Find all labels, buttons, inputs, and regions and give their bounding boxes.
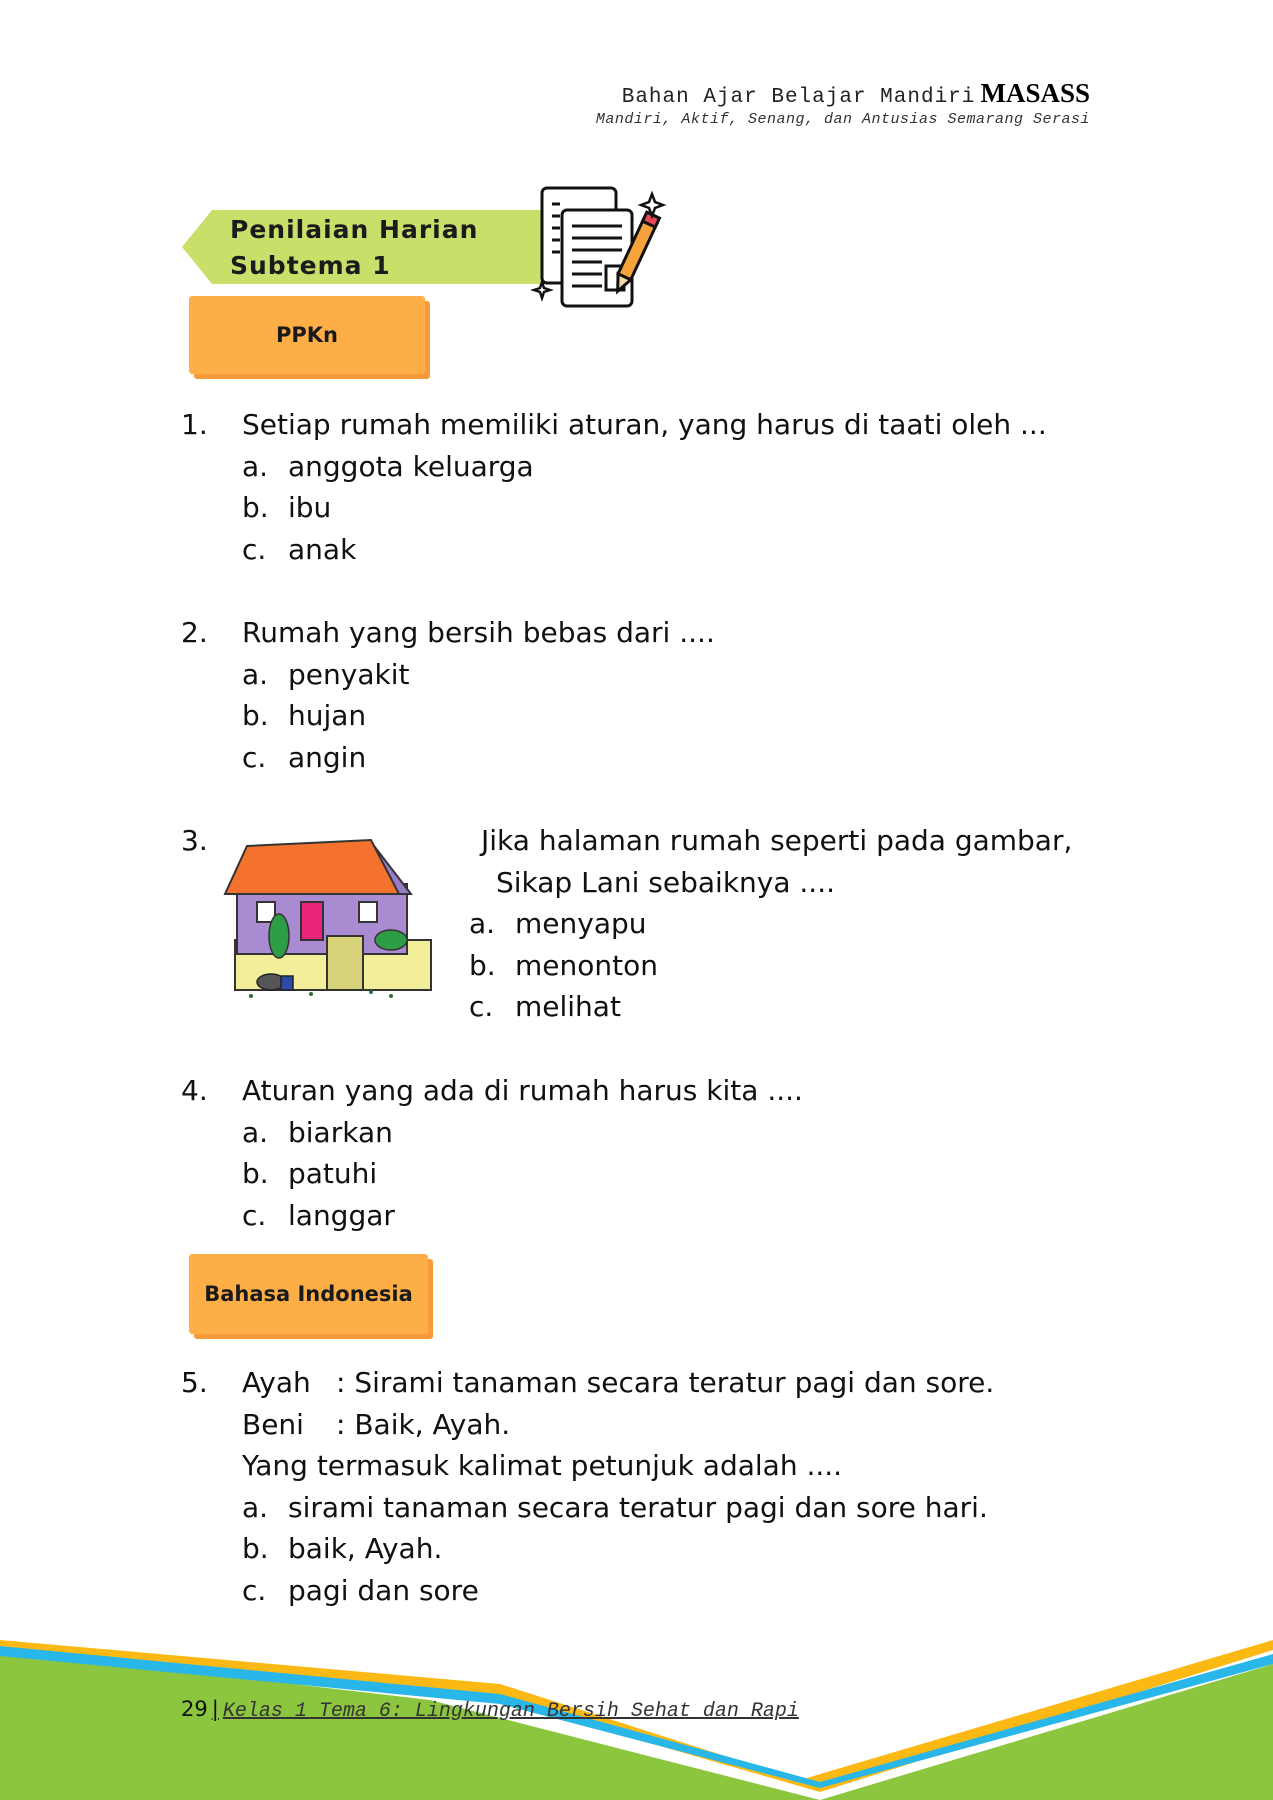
option-text: menyapu	[515, 907, 647, 940]
option-letter: b.	[242, 491, 269, 524]
header-title-line	[596, 78, 1090, 109]
option-letter: c.	[469, 990, 494, 1023]
question-number: 5.	[181, 1366, 208, 1399]
question-options	[242, 1112, 395, 1237]
option-b	[469, 945, 658, 987]
option-text: penyakit	[288, 657, 410, 691]
dialog-speaker: Ayah	[242, 1366, 311, 1399]
question-options	[242, 654, 409, 779]
question-number: 4.	[181, 1074, 208, 1107]
option-text: baik, Ayah.	[288, 1532, 443, 1565]
option-text: biarkan	[288, 1115, 393, 1149]
option-letter: c.	[242, 1198, 267, 1232]
dialog-line	[242, 1362, 994, 1404]
header-subtitle: Mandiri, Aktif, Senang, dan Antusias Semarang Serasi	[595, 111, 1090, 128]
question-number: 1.	[181, 408, 208, 441]
section-tag-ppkn: PPKn	[189, 296, 425, 374]
option-a	[242, 1487, 988, 1529]
dialog-text: : Baik, Ayah.	[336, 1407, 511, 1441]
dialog-speaker: Beni	[242, 1407, 304, 1441]
question-stem: Rumah yang bersih bebas dari ....	[242, 616, 715, 649]
option-text: melihat	[515, 990, 621, 1023]
option-c	[242, 529, 534, 571]
header-brand: MASASS	[980, 78, 1090, 108]
header-title: Bahan Ajar Belajar Mandiri	[621, 86, 976, 109]
option-b	[242, 1528, 988, 1570]
option-letter: a.	[242, 657, 269, 691]
question-number: 3.	[181, 824, 208, 857]
footer-separator: |	[211, 1697, 219, 1721]
option-letter: b.	[469, 948, 496, 982]
section-tag-bahasa-indonesia: Bahasa Indonesia	[189, 1254, 428, 1334]
question-options	[242, 446, 534, 571]
question-number: 2.	[181, 616, 208, 649]
option-text: patuhi	[288, 1157, 378, 1190]
option-text: hujan	[288, 699, 367, 732]
option-c	[242, 1570, 988, 1612]
option-letter: c.	[242, 740, 267, 774]
question-dialog	[242, 1362, 994, 1487]
option-letter: a.	[242, 1115, 269, 1149]
option-text: ibu	[288, 491, 332, 524]
page-number: 29	[181, 1697, 208, 1721]
option-c	[469, 986, 658, 1028]
option-text: anak	[288, 532, 357, 566]
option-text: anggota keluarga	[288, 449, 534, 483]
option-b	[242, 1153, 395, 1195]
question-options	[469, 903, 658, 1028]
option-letter: c.	[242, 1573, 267, 1607]
option-letter: b.	[242, 699, 269, 732]
banner-text	[230, 212, 478, 284]
dialog-line	[242, 1404, 994, 1446]
question-stem: Setiap rumah memiliki aturan, yang harus di taati oleh ...	[242, 408, 1047, 441]
option-b	[242, 487, 534, 529]
banner-line-1: Penilaian Harian	[230, 215, 479, 244]
banner-line-2: Subtema 1	[230, 251, 391, 280]
option-c	[242, 737, 409, 779]
option-a	[469, 903, 658, 945]
option-letter: b.	[242, 1532, 269, 1565]
option-text: angin	[288, 740, 367, 774]
option-a	[242, 446, 534, 488]
question-options	[242, 1487, 988, 1612]
option-a	[242, 654, 409, 696]
messy-house-illustration	[221, 832, 441, 1002]
option-b	[242, 695, 409, 737]
option-text: menonton	[515, 948, 658, 982]
page-header	[596, 78, 1090, 128]
question-stem: Yang termasuk kalimat petunjuk adalah ....	[242, 1449, 843, 1482]
page-footer	[181, 1697, 799, 1723]
option-letter: b.	[242, 1157, 269, 1190]
question-stem-line-2: Sikap Lani sebaiknya ....	[496, 865, 836, 899]
option-letter: a.	[469, 907, 496, 940]
document-pencil-icon	[530, 180, 670, 315]
option-text: langgar	[288, 1198, 395, 1232]
option-c	[242, 1195, 395, 1237]
option-a	[242, 1112, 395, 1154]
option-letter: a.	[242, 449, 269, 483]
option-text: sirami tanaman secara teratur pagi dan sore hari.	[288, 1490, 988, 1524]
option-text: pagi dan sore	[288, 1573, 479, 1607]
question-stem-line-1: Jika halaman rumah seperti pada gambar,	[481, 824, 1073, 857]
question-stem: Aturan yang ada di rumah harus kita ....	[242, 1074, 803, 1107]
footer-text: Kelas 1 Tema 6: Lingkungan Bersih Sehat dan Rapi	[222, 1700, 799, 1723]
option-letter: a.	[242, 1490, 269, 1524]
option-letter: c.	[242, 532, 267, 566]
dialog-text: : Sirami tanaman secara teratur pagi dan sore.	[336, 1366, 995, 1399]
